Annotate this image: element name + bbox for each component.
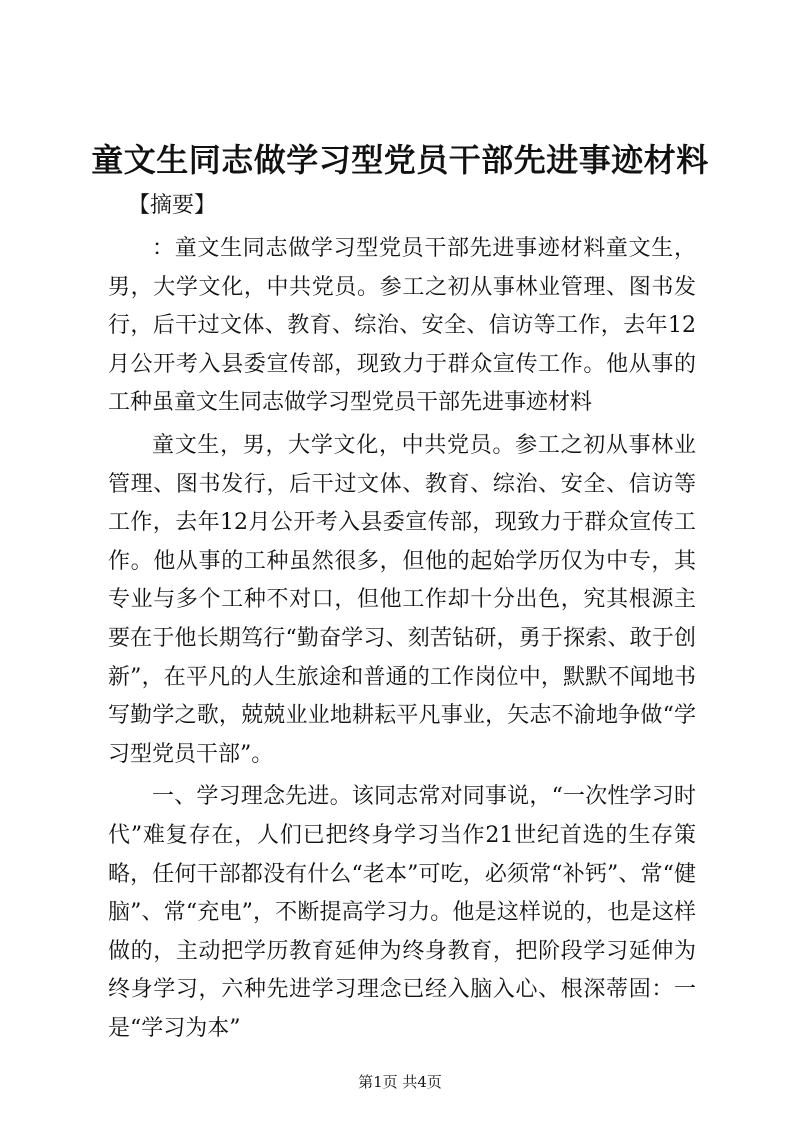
paragraph-intro: 童文生，男，大学文化，中共党员。参工之初从事林业管理、图书发行，后干过文体、教育、综治、安全、信访等工作，去年12月公开考入县委宣传部，现致力于群众宣传工作。他从事的工种虽然很多，但他的起始学历仅为中专，其专业与多个工种不对口，但他工作却十分出色，究其根源主要在于他长期笃行“勤奋学习、刻苦钻研，勇于探索、敢于创新”，在平凡的人生旅途和普通的工作岗位中，默默不闻地书写勤学之歌，兢兢业业地耕耘平凡事业，矢志不渝地争做“学习型党员干部”。	[108, 432, 696, 767]
paragraph-abstract: ：童文生同志做学习型党员干部先进事迹材料童文生，男，大学文化，中共党员。参工之初从事林业管理、图书发行，后干过文体、教育、综治、安全、信访等工作，去年12月公开考入县委宣传部，现致力于群众宣传工作。他从事的工种虽童文生同志做学习型党员干部先进事迹材料	[108, 236, 696, 416]
paragraph-section-one: 一、学习理念先进。该同志常对同事说，“一次性学习时代”难复存在，人们已把终身学习当作21世纪首选的生存策略，任何干部都没有什么“老本”可吃，必须常“补钙”、常“健脑”、常“充电”，不断提高学习力。他是这样说的，也是这样做的，主动把学历教育延伸为终身教育，把阶段学习延伸为终身学习，六种先进学习理念已经入脑入心、根深蒂固：一是“学习为本”	[108, 784, 696, 1041]
page-footer: 第1页 共4页	[358, 1073, 442, 1091]
document-title: 童文生同志做学习型党员干部先进事迹材料	[91, 141, 709, 179]
abstract-label: 【摘要】	[128, 193, 217, 218]
document-body	[108, 230, 696, 1048]
